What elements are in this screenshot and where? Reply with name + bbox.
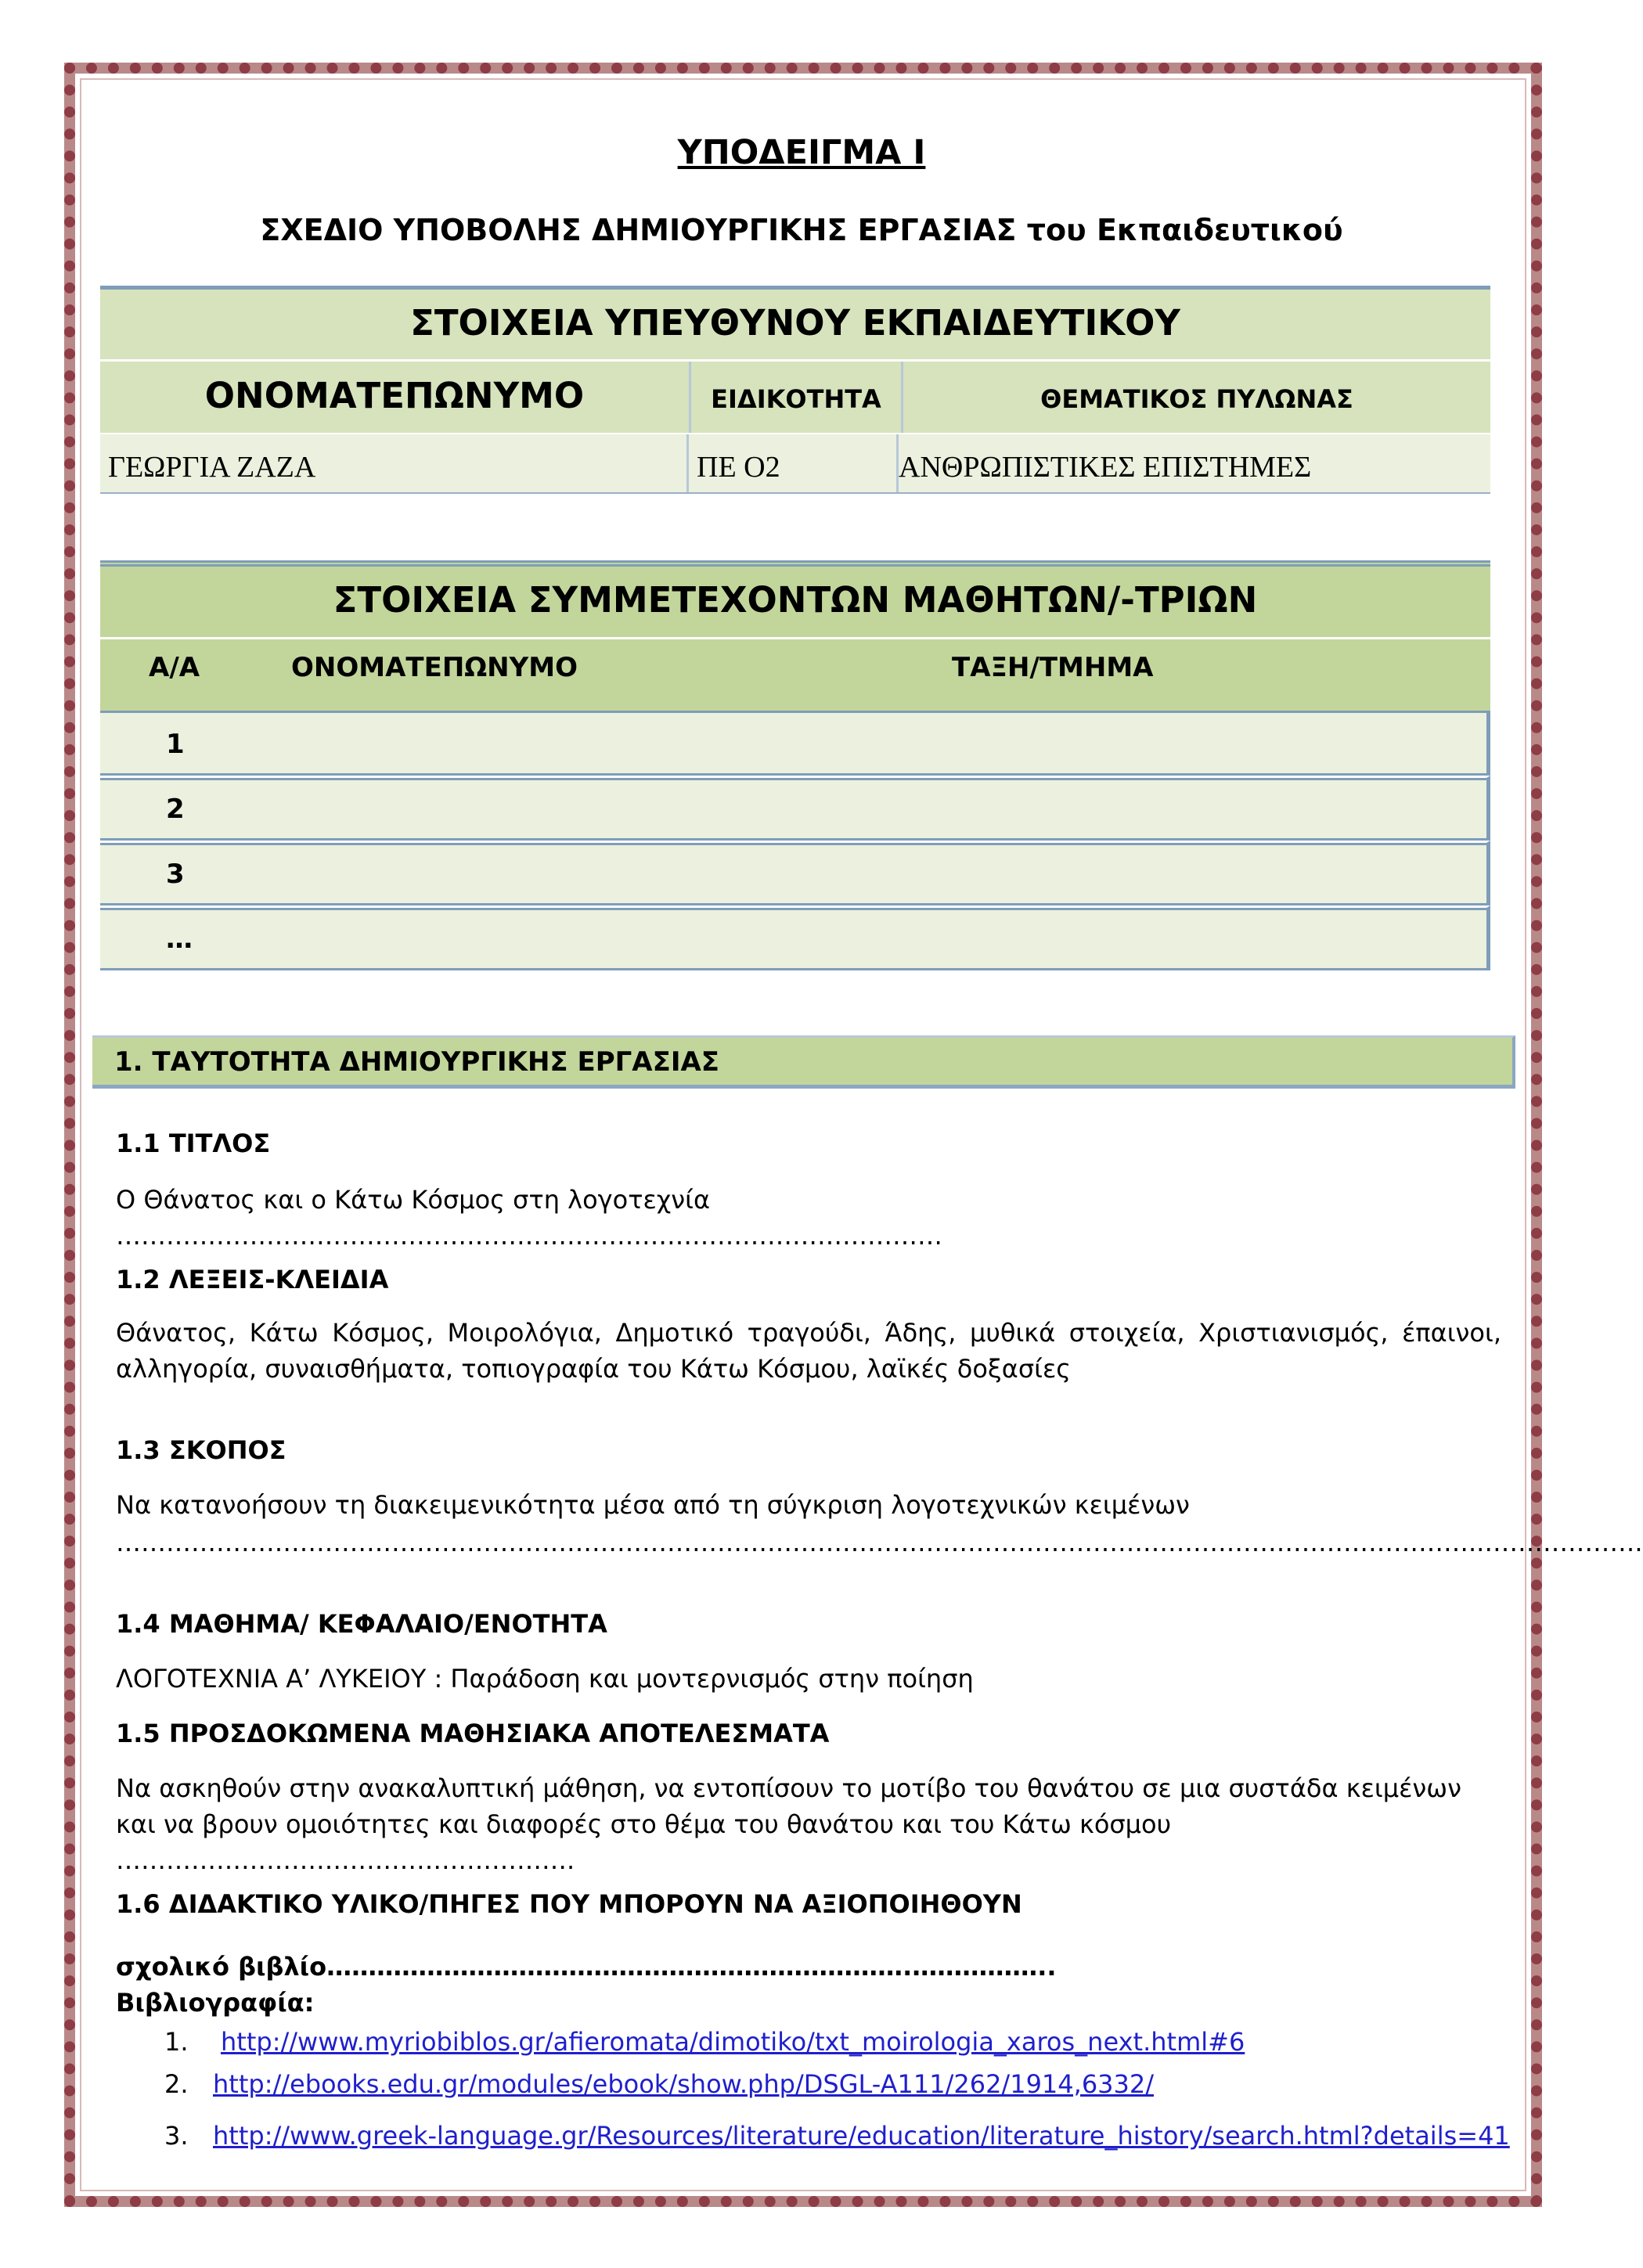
students-table-header-row (100, 637, 1490, 711)
teacher-name: ΓΕΩΡΓΙΑ ΖΑΖΑ (100, 434, 689, 492)
teacher-info-table (100, 286, 1490, 494)
teacher-specialty: ΠΕ Ο2 (689, 434, 899, 492)
students-table (100, 560, 1490, 970)
teacher-table-heading: ΣΤΟΙΧΕΙΑ ΥΠΕΥΘΥΝΟΥ ΕΚΠΑΙΔΕΥΤΙΚΟΥ (100, 286, 1490, 359)
section-1-4-title: 1.4 ΜΑΘΗΜΑ/ ΚΕΦΑΛΑΙΟ/ΕΝΟΤΗΤΑ (116, 1609, 607, 1639)
table-row (100, 905, 1490, 970)
list-item (164, 2069, 1154, 2099)
section-1-6-school-book: σχολικό βιβλίο…………………………………………………………….…………….. (116, 1952, 1057, 1982)
col-header-name: ΟΝΟΜΑΤΕΠΩΝΥΜΟ (100, 362, 691, 433)
section-1-2-title: 1.2 ΛΕΞΕΙΣ-ΚΛΕΙΔΙΑ (116, 1265, 389, 1294)
section-1-heading: 1. ΤΑΥΤΟΤΗΤΑ ΔΗΜΙΟΥΡΓΙΚΗΣ ΕΡΓΑΣΙΑΣ (92, 1035, 1515, 1089)
table-row (100, 711, 1490, 776)
col-header-aa: Α/Α (149, 652, 200, 683)
row-number: 2 (166, 794, 185, 825)
table-row (100, 841, 1490, 905)
col-header-specialty: ΕΙΔΙΚΟΤΗΤΑ (691, 362, 903, 433)
col-header-class: ΤΑΞΗ/ΤΜΗΜΑ (952, 652, 1154, 683)
section-1-1-text: Ο Θάνατος και ο Κάτω Κόσμος στη λογοτεχνία ……………………………………………………………………………………… (116, 1185, 942, 1251)
section-1-6-title: 1.6 ΔΙΔΑΚΤΙΚΟ ΥΛΙΚΟ/ΠΗΓΕΣ ΠΟΥ ΜΠΟΡΟΥΝ ΝΑ ΑΞΙΟΠΟΙΗΘΟΥΝ (116, 1889, 1022, 1919)
bibliography-link-3[interactable]: http://www.greek-language.gr/Resources/literature/education/literature_history/search.html?details=41 (213, 2121, 1510, 2151)
teacher-table-data-row (100, 433, 1490, 494)
section-1-3-dots: ………………………………………………………………………………………………………………………………………………..………………. (116, 1528, 1643, 1557)
list-number: 1. (164, 2027, 189, 2057)
col-header-pillar: ΘΕΜΑΤΙΚΟΣ ΠΥΛΩΝΑΣ (1040, 384, 1353, 414)
bibliography-link-2[interactable]: http://ebooks.edu.gr/modules/ebook/show.php/DSGL-A111/262/1914,6332/ (213, 2069, 1155, 2099)
section-1-1-title: 1.1 ΤΙΤΛΟΣ (116, 1129, 271, 1158)
row-number: 3 (166, 859, 185, 890)
section-1-3-title: 1.3 ΣΚΟΠΟΣ (116, 1435, 286, 1465)
section-1-6-bibliography-label: Βιβλιογραφία: (116, 1988, 315, 2018)
table-row (100, 776, 1490, 841)
row-number: 1 (166, 729, 185, 760)
bibliography-link-1[interactable]: http://www.myriobiblos.gr/afieromata/dimotiko/txt_moirologia_xaros_next.html#6 (221, 2027, 1245, 2057)
row-number: … (166, 923, 193, 955)
list-number: 3. (164, 2121, 189, 2151)
document-subtitle: ΣΧΕΔΙΟ ΥΠΟΒΟΛΗΣ ΔΗΜΙΟΥΡΓΙΚΗΣ ΕΡΓΑΣΙΑΣ του Εκπαιδευτικού (260, 213, 1343, 247)
section-1-5-text: Να ασκηθούν στην ανακαλυπτική μάθηση, να εντοπίσουν το μοτίβο του θανάτου σε μια συστάδα κειμένων και να βρουν ομοιότητες και διαφορές στο θέμα του θανάτου και του Κάτω κόσμου ………………………………………………. (116, 1773, 1461, 1875)
col-header-student-name: ΟΝΟΜΑΤΕΠΩΝΥΜΟ (291, 652, 578, 683)
teacher-table-header-row (100, 359, 1490, 433)
section-1-3-text: Να κατανοήσουν τη διακειμενικότητα μέσα από τη σύγκριση λογοτεχνικών κειμένων (116, 1490, 1190, 1520)
teacher-pillar: ΑΝΘΡΩΠΙΣΤΙΚΕΣ ΕΠΙΣΤΗΜΕΣ (899, 451, 1312, 484)
section-1-2-text: Θάνατος, Κάτω Κόσμος, Μοιρολόγια, Δημοτικό τραγούδι, Άδης, μυθικά στοιχεία, Χριστιανισμός, έπαινοι, αλληγορία, συναισθήματα, τοπιογραφία του Κάτω Κόσμου, λαϊκές δοξασίες (116, 1318, 1501, 1384)
list-item (164, 2121, 1510, 2151)
document-title: ΥΠΟΔΕΙΓΜΑ Ι (677, 133, 926, 172)
section-1-4-text: ΛΟΓΟΤΕΧΝΙΑ Α’ ΛΥΚΕΙΟΥ : Παράδοση και μοντερνισμός στην ποίηση (116, 1664, 974, 1694)
list-number: 2. (164, 2069, 189, 2099)
section-1-5-title: 1.5 ΠΡΟΣΔΟΚΩΜΕΝΑ ΜΑΘΗΣΙΑΚΑ ΑΠΟΤΕΛΕΣΜΑΤΑ (116, 1719, 830, 1748)
list-item (164, 2027, 1245, 2057)
students-table-heading: ΣΤΟΙΧΕΙΑ ΣΥΜΜΕΤΕΧΟΝΤΩΝ ΜΑΘΗΤΩΝ/-ΤΡΙΩΝ (100, 560, 1490, 637)
